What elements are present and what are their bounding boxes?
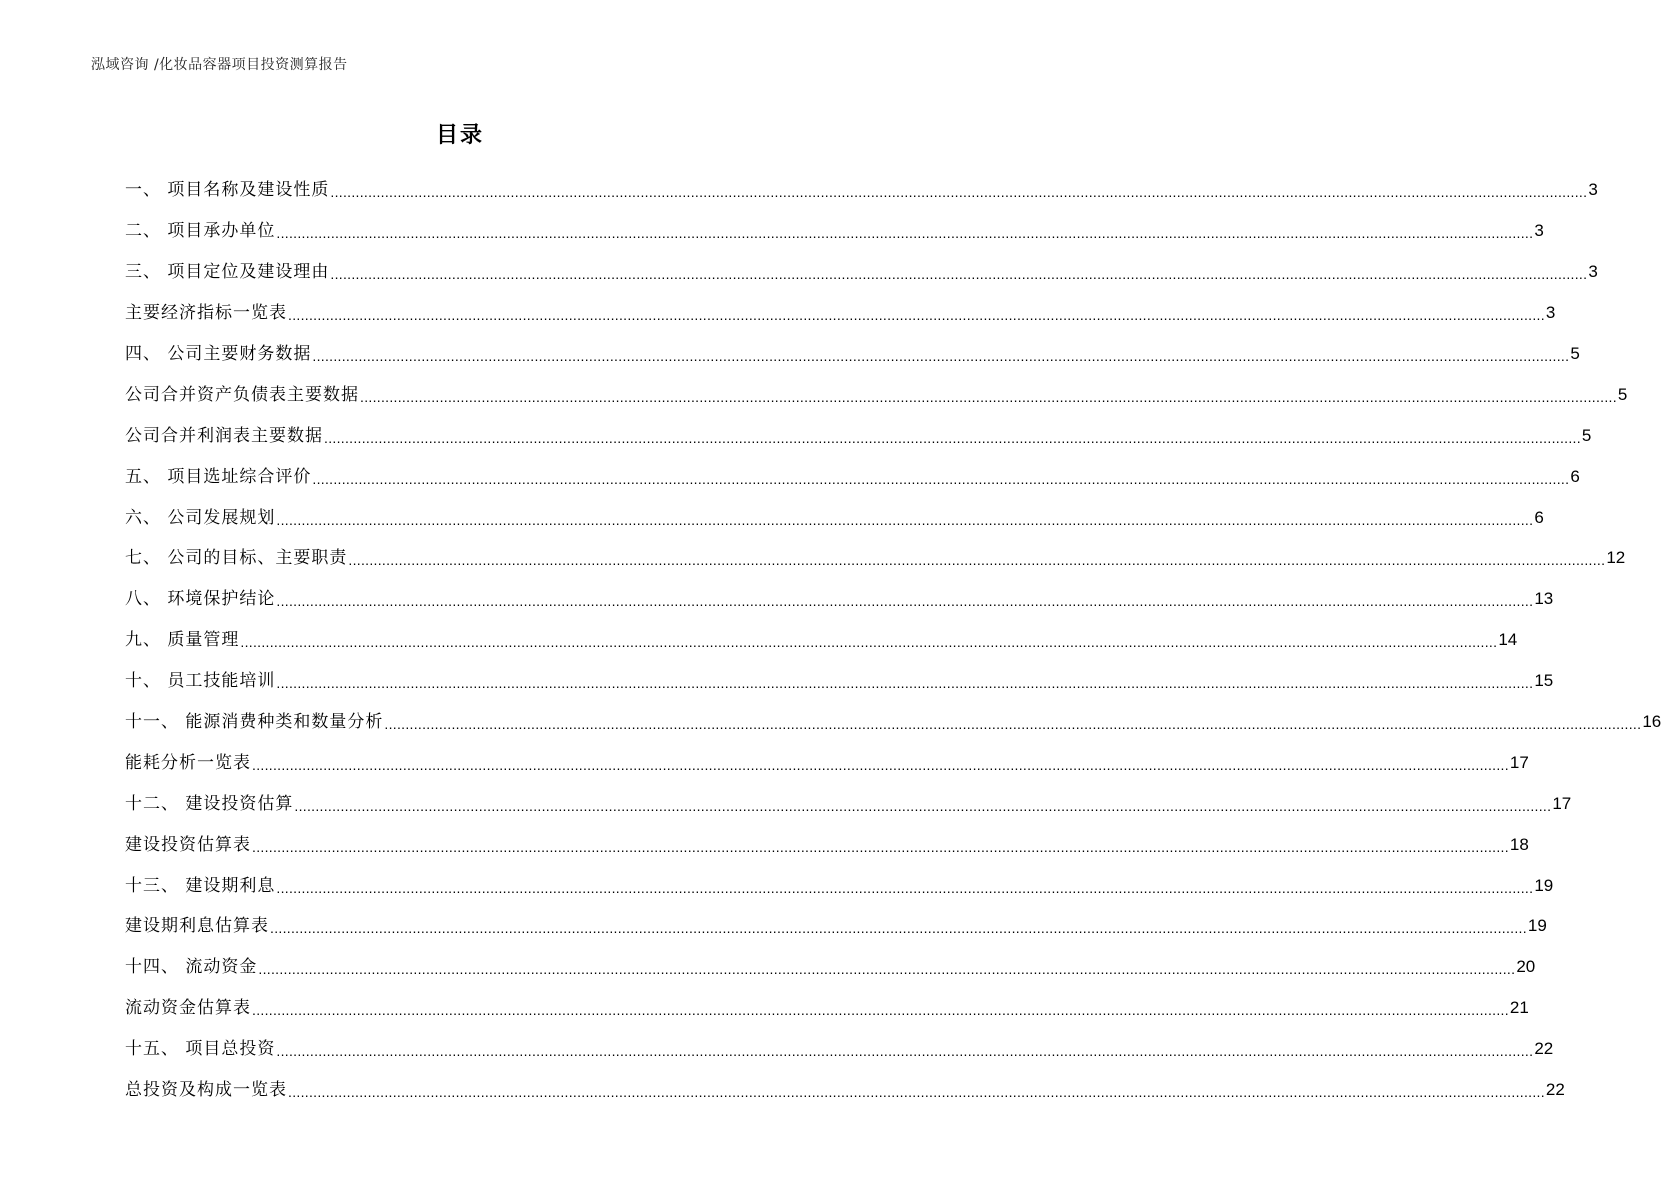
dot-leader: ............................................................................................................................................................................................................................................................................................................ bbox=[276, 675, 1534, 692]
dot-leader: ............................................................................................................................................................................................................................................................................................................ bbox=[330, 184, 1588, 201]
toc-entry-page: 3 bbox=[1588, 262, 1598, 282]
toc-entry[interactable] bbox=[125, 415, 1592, 456]
toc-entry-page: 22 bbox=[1545, 1080, 1565, 1100]
toc-entry[interactable] bbox=[125, 824, 1529, 865]
toc-entry-page: 5 bbox=[1581, 425, 1592, 445]
dot-leader: ............................................................................................................................................................................................................................................................................................................ bbox=[312, 348, 1570, 364]
toc-entry-page: 5 bbox=[1617, 384, 1628, 404]
table-of-contents bbox=[125, 170, 1661, 1110]
toc-entry-label: 八、 环境保护结论 bbox=[125, 589, 276, 610]
toc-entry-label: 能耗分析一览表 bbox=[125, 752, 251, 773]
toc-entry[interactable] bbox=[125, 742, 1529, 783]
dot-leader: ............................................................................................................................................................................................................................................................................................................ bbox=[360, 388, 1617, 405]
toc-entry-label: 十五、 项目总投资 bbox=[125, 1039, 276, 1060]
toc-entry-page: 6 bbox=[1570, 466, 1580, 486]
toc-entry-label: 九、 质量管理 bbox=[125, 630, 240, 651]
toc-entry-page: 6 bbox=[1534, 507, 1544, 527]
toc-entry-label: 流动资金估算表 bbox=[125, 998, 251, 1019]
toc-entry-label: 六、 公司发展规划 bbox=[125, 507, 276, 528]
toc-entry-label: 十三、 建设期利息 bbox=[125, 875, 276, 896]
dot-leader: ............................................................................................................................................................................................................................................................................................................ bbox=[258, 961, 1516, 978]
toc-entry[interactable] bbox=[125, 579, 1554, 620]
toc-entry-label: 十四、 流动资金 bbox=[125, 957, 258, 978]
toc-entry-label: 五、 项目选址综合评价 bbox=[125, 466, 312, 487]
toc-entry-label: 建设投资估算表 bbox=[125, 834, 251, 855]
dot-leader: ............................................................................................................................................................................................................................................................................................................ bbox=[276, 511, 1534, 528]
toc-entry-page: 17 bbox=[1552, 793, 1572, 813]
header-divider bbox=[91, 80, 829, 81]
dot-leader: ............................................................................................................................................................................................................................................................................................................ bbox=[240, 634, 1498, 651]
running-header: 泓域咨询 /化妆品容器项目投资测算报告 bbox=[91, 57, 348, 73]
dot-leader: ............................................................................................................................................................................................................................................................................................................ bbox=[276, 593, 1534, 610]
dot-leader: ............................................................................................................................................................................................................................................................................................................ bbox=[276, 1043, 1534, 1060]
toc-entry-page: 22 bbox=[1534, 1039, 1554, 1059]
toc-entry-label: 十一、 能源消费种类和数量分析 bbox=[125, 712, 384, 733]
toc-entry-label: 七、 公司的目标、主要职责 bbox=[125, 548, 348, 569]
toc-entry[interactable] bbox=[125, 497, 1544, 538]
toc-entry[interactable] bbox=[125, 374, 1628, 415]
toc-entry-label: 十、 员工技能培训 bbox=[125, 671, 276, 692]
dot-leader: ............................................................................................................................................................................................................................................................................................................ bbox=[294, 797, 1552, 814]
dot-leader: ............................................................................................................................................................................................................................................................................................................ bbox=[270, 920, 1527, 937]
toc-entry-label: 主要经济指标一览表 bbox=[125, 303, 287, 324]
toc-entry[interactable] bbox=[125, 906, 1547, 947]
toc-entry[interactable] bbox=[125, 170, 1598, 211]
toc-entry[interactable] bbox=[125, 334, 1580, 375]
toc-entry[interactable] bbox=[125, 293, 1556, 334]
toc-entry-page: 16 bbox=[1642, 712, 1661, 732]
dot-leader: ............................................................................................................................................................................................................................................................................................................ bbox=[276, 225, 1534, 242]
dot-leader: ............................................................................................................................................................................................................................................................................................................ bbox=[348, 552, 1606, 569]
toc-entry[interactable] bbox=[125, 1070, 1565, 1111]
toc-entry-label: 四、 公司主要财务数据 bbox=[125, 344, 312, 364]
toc-entry[interactable] bbox=[125, 538, 1626, 579]
toc-entry-page: 21 bbox=[1509, 998, 1529, 1018]
toc-entry[interactable] bbox=[125, 947, 1536, 988]
toc-entry-page: 15 bbox=[1534, 671, 1554, 691]
toc-entry-label: 公司合并资产负债表主要数据 bbox=[125, 384, 359, 405]
toc-entry-label: 总投资及构成一览表 bbox=[125, 1080, 287, 1101]
toc-entry[interactable] bbox=[125, 702, 1661, 743]
toc-entry-page: 3 bbox=[1534, 221, 1544, 241]
toc-entry[interactable] bbox=[125, 783, 1572, 824]
dot-leader: ............................................................................................................................................................................................................................................................................................................ bbox=[288, 1084, 1545, 1101]
toc-entry-label: 一、 项目名称及建设性质 bbox=[125, 180, 330, 201]
dot-leader: ............................................................................................................................................................................................................................................................................................................ bbox=[384, 716, 1642, 733]
toc-entry[interactable] bbox=[125, 620, 1518, 661]
toc-entry-page: 3 bbox=[1545, 303, 1556, 323]
toc-entry[interactable] bbox=[125, 252, 1598, 293]
toc-entry-page: 19 bbox=[1527, 916, 1547, 936]
dot-leader: ............................................................................................................................................................................................................................................................................................................ bbox=[276, 879, 1534, 896]
toc-entry-page: 5 bbox=[1570, 344, 1580, 363]
dot-leader: ............................................................................................................................................................................................................................................................................................................ bbox=[252, 756, 1509, 773]
toc-entry-page: 19 bbox=[1534, 875, 1554, 895]
toc-entry-page: 3 bbox=[1588, 180, 1598, 200]
toc-entry[interactable] bbox=[125, 456, 1580, 497]
toc-title: 目录 bbox=[435, 123, 484, 148]
dot-leader: ............................................................................................................................................................................................................................................................................................................ bbox=[312, 470, 1570, 487]
toc-entry-page: 17 bbox=[1509, 752, 1529, 772]
dot-leader: ............................................................................................................................................................................................................................................................................................................ bbox=[252, 838, 1509, 855]
toc-entry-label: 二、 项目承办单位 bbox=[125, 221, 276, 242]
toc-entry-label: 公司合并利润表主要数据 bbox=[125, 425, 323, 446]
toc-entry-page: 20 bbox=[1516, 957, 1536, 977]
toc-entry-page: 14 bbox=[1498, 630, 1518, 650]
toc-entry[interactable] bbox=[125, 1029, 1554, 1070]
toc-entry-label: 三、 项目定位及建设理由 bbox=[125, 262, 330, 283]
toc-entry-page: 12 bbox=[1606, 548, 1626, 568]
toc-entry[interactable] bbox=[125, 211, 1544, 252]
toc-entry-page: 13 bbox=[1534, 589, 1554, 609]
dot-leader: ............................................................................................................................................................................................................................................................................................................ bbox=[330, 266, 1588, 283]
toc-entry-page: 18 bbox=[1509, 834, 1529, 854]
dot-leader: ............................................................................................................................................................................................................................................................................................................ bbox=[252, 1002, 1509, 1019]
dot-leader: ............................................................................................................................................................................................................................................................................................................ bbox=[324, 429, 1581, 446]
dot-leader: ............................................................................................................................................................................................................................................................................................................ bbox=[288, 307, 1545, 324]
toc-entry[interactable] bbox=[125, 988, 1529, 1029]
toc-entry[interactable] bbox=[125, 865, 1554, 906]
toc-entry[interactable] bbox=[125, 661, 1554, 702]
toc-entry-label: 建设期利息估算表 bbox=[125, 916, 269, 937]
toc-entry-label: 十二、 建设投资估算 bbox=[125, 793, 294, 814]
